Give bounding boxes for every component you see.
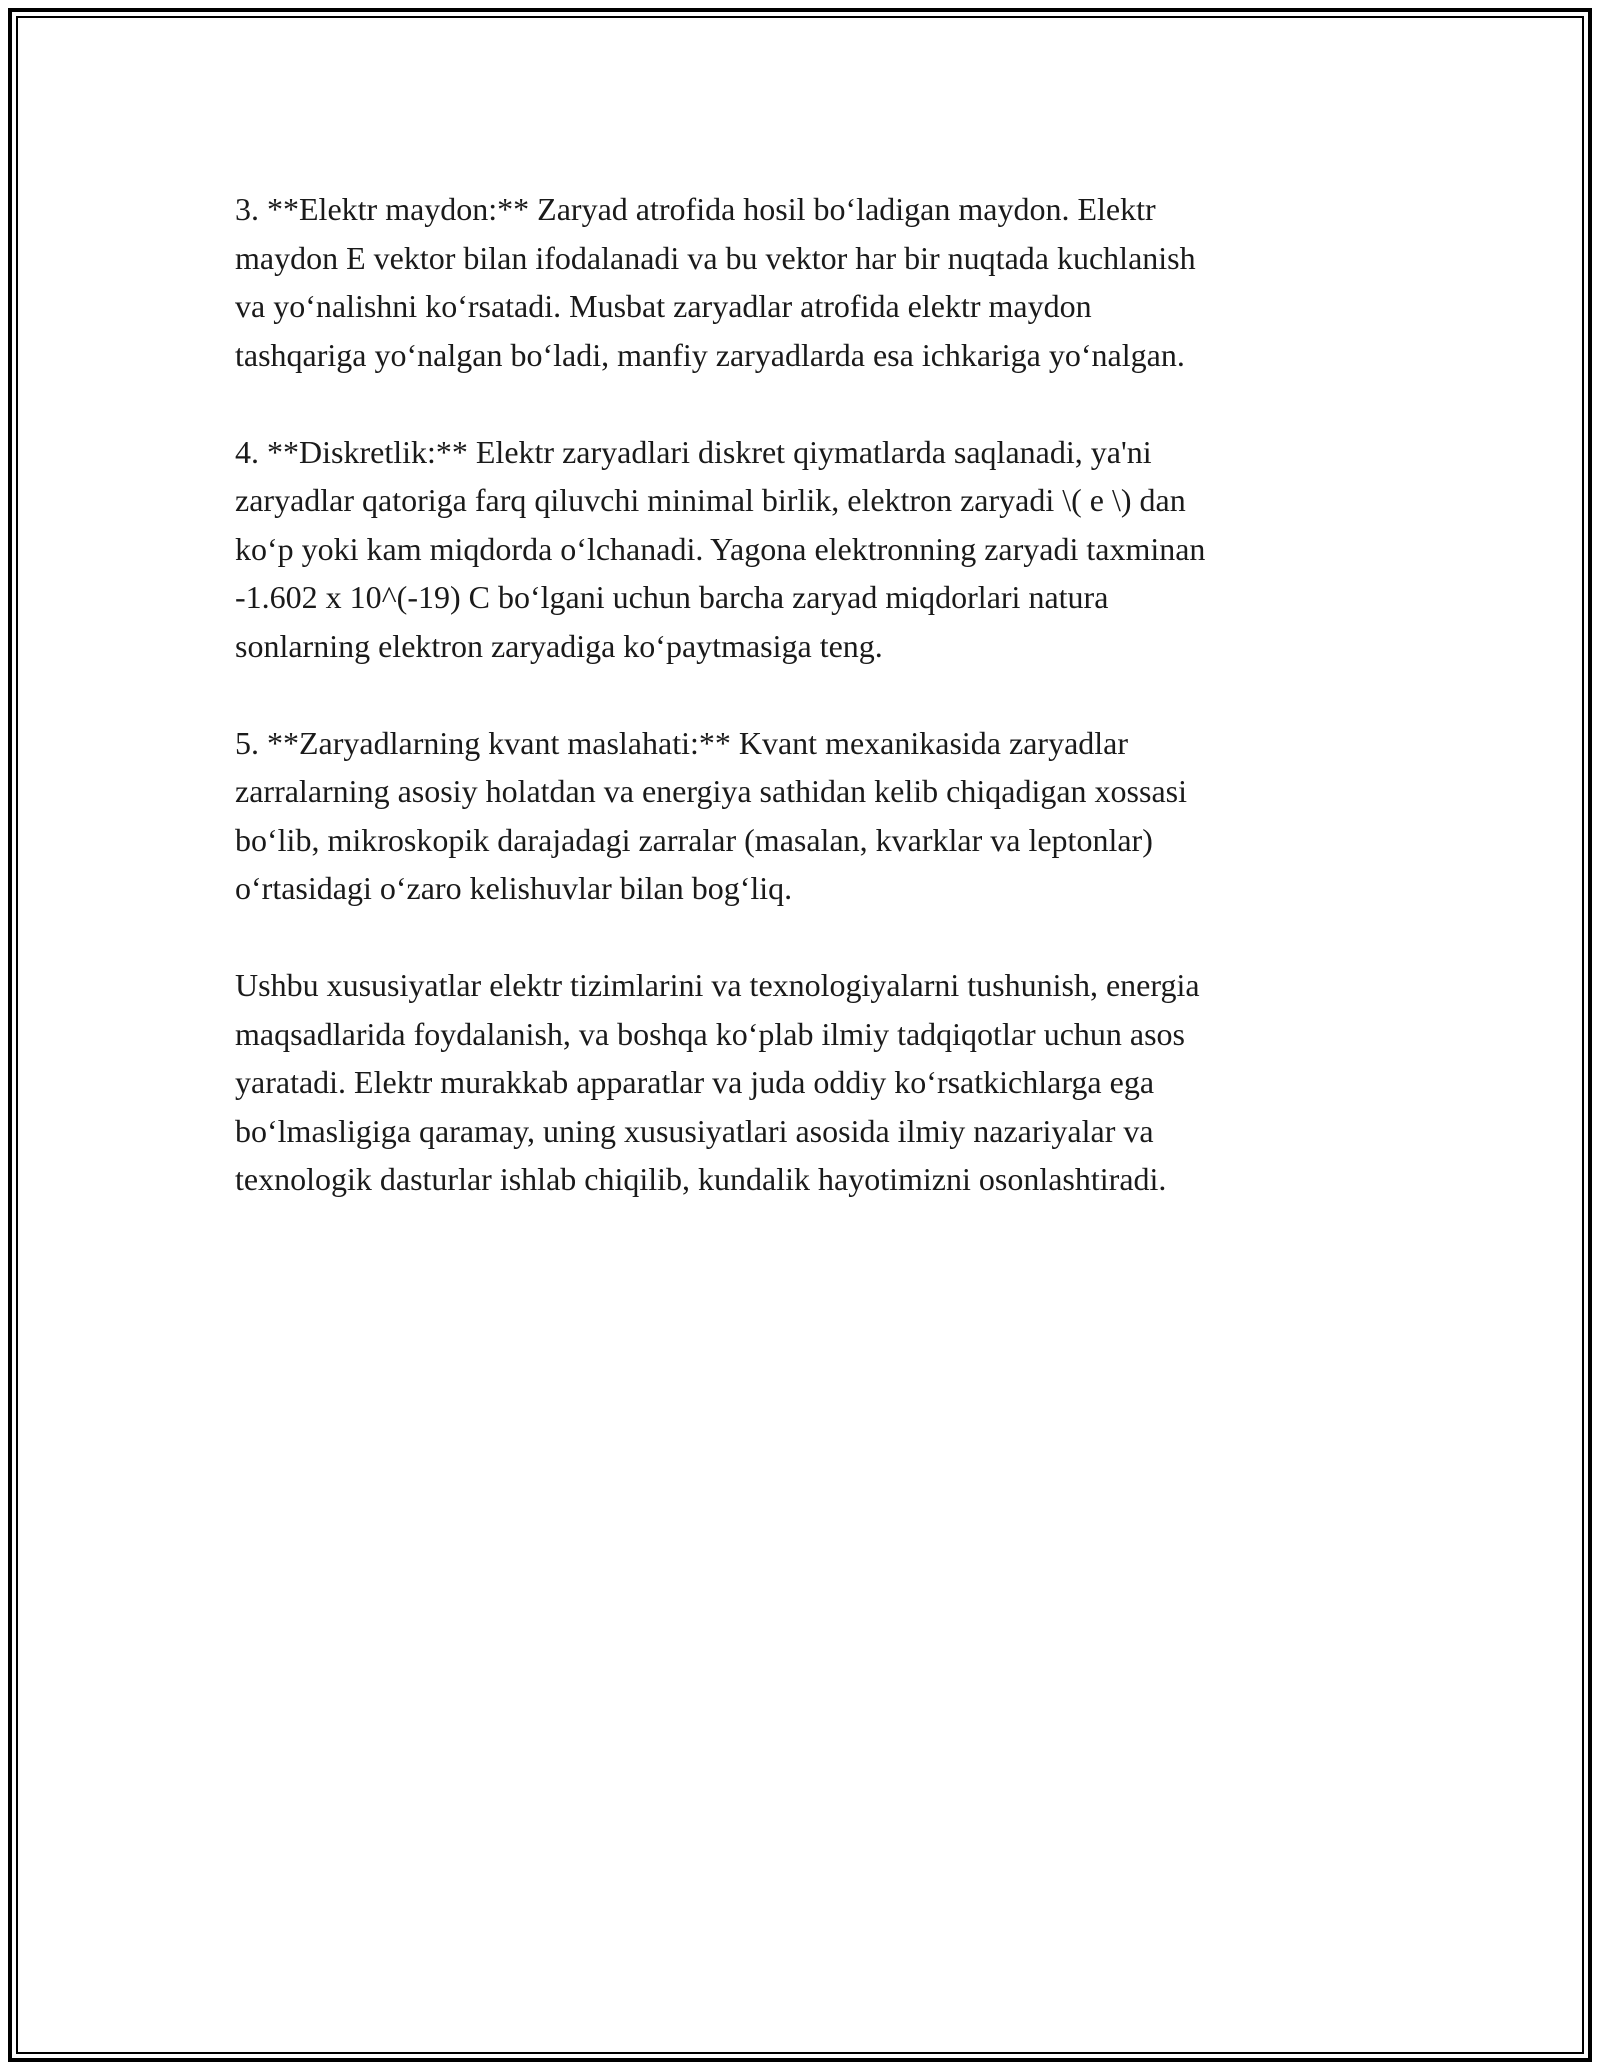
text-line: sonlarning elektron zaryadiga ko‘paytmasiga teng. <box>235 627 883 664</box>
text-line: yaratadi. Elektr murakkab apparatlar va juda oddiy ko‘rsatkichlarga ega <box>235 1064 1155 1100</box>
text-line: va yo‘nalishni ko‘rsatadi. Musbat zaryadlar atrofida elektr maydon <box>235 288 1092 324</box>
text-line: 3. **Elektr maydon:** Zaryad atrofida hosil bo‘ladigan maydon. Elektr <box>235 191 1156 227</box>
text-line: o‘rtasidagi o‘zaro kelishuvlar bilan bog‘liq. <box>235 870 793 906</box>
paragraph-electric-field <box>235 185 1365 379</box>
text-line: -1.602 x 10^(-19) C bo‘lgani uchun barcha zaryad miqdorlari natura <box>235 579 1109 615</box>
paragraph-discreteness <box>235 428 1365 671</box>
text-line: 4. **Diskretlik:** Elektr zaryadlari diskret qiymatlarda saqlanadi, ya'ni <box>235 433 1152 470</box>
paragraph-quantum-charges <box>235 719 1365 913</box>
text-line: texnologik dasturlar ishlab chiqilib, kundalik hayotimizni osonlashtiradi. <box>235 1161 1167 1197</box>
text-line: tashqariga yo‘nalgan bo‘ladi, manfiy zaryadlarda esa ichkariga yo‘nalgan. <box>235 336 1185 373</box>
text-line: bo‘lmasligiga qaramay, uning xususiyatlari asosida ilmiy nazariyalar va <box>235 1112 1154 1149</box>
text-line: maydon E vektor bilan ifodalanadi va bu vektor har bir nuqtada kuchlanish <box>235 239 1196 276</box>
text-line: zaryadlar qatoriga farq qiluvchi minimal birlik, elektron zaryadi \( e \) dan <box>235 482 1186 518</box>
document-body <box>235 185 1365 1252</box>
text-line: bo‘lib, mikroskopik darajadagi zarralar (masalan, kvarklar va leptonlar) <box>235 821 1153 858</box>
text-line: maqsadlarida foydalanish, va boshqa ko‘plab ilmiy tadqiqotlar uchun asos <box>235 1015 1185 1052</box>
paragraph-conclusion <box>235 961 1365 1204</box>
text-line: zarralarning asosiy holatdan va energiya sathidan kelib chiqadigan xossasi <box>235 773 1187 809</box>
text-line: Ushbu xususiyatlar elektr tizimlarini va texnologiyalarni tushunish, energia <box>235 967 1200 1003</box>
text-line: 5. **Zaryadlarning kvant maslahati:** Kvant mexanikasida zaryadlar <box>235 724 1129 761</box>
text-line: ko‘p yoki kam miqdorda o‘lchanadi. Yagona elektronning zaryadi taxminan <box>235 530 1206 567</box>
